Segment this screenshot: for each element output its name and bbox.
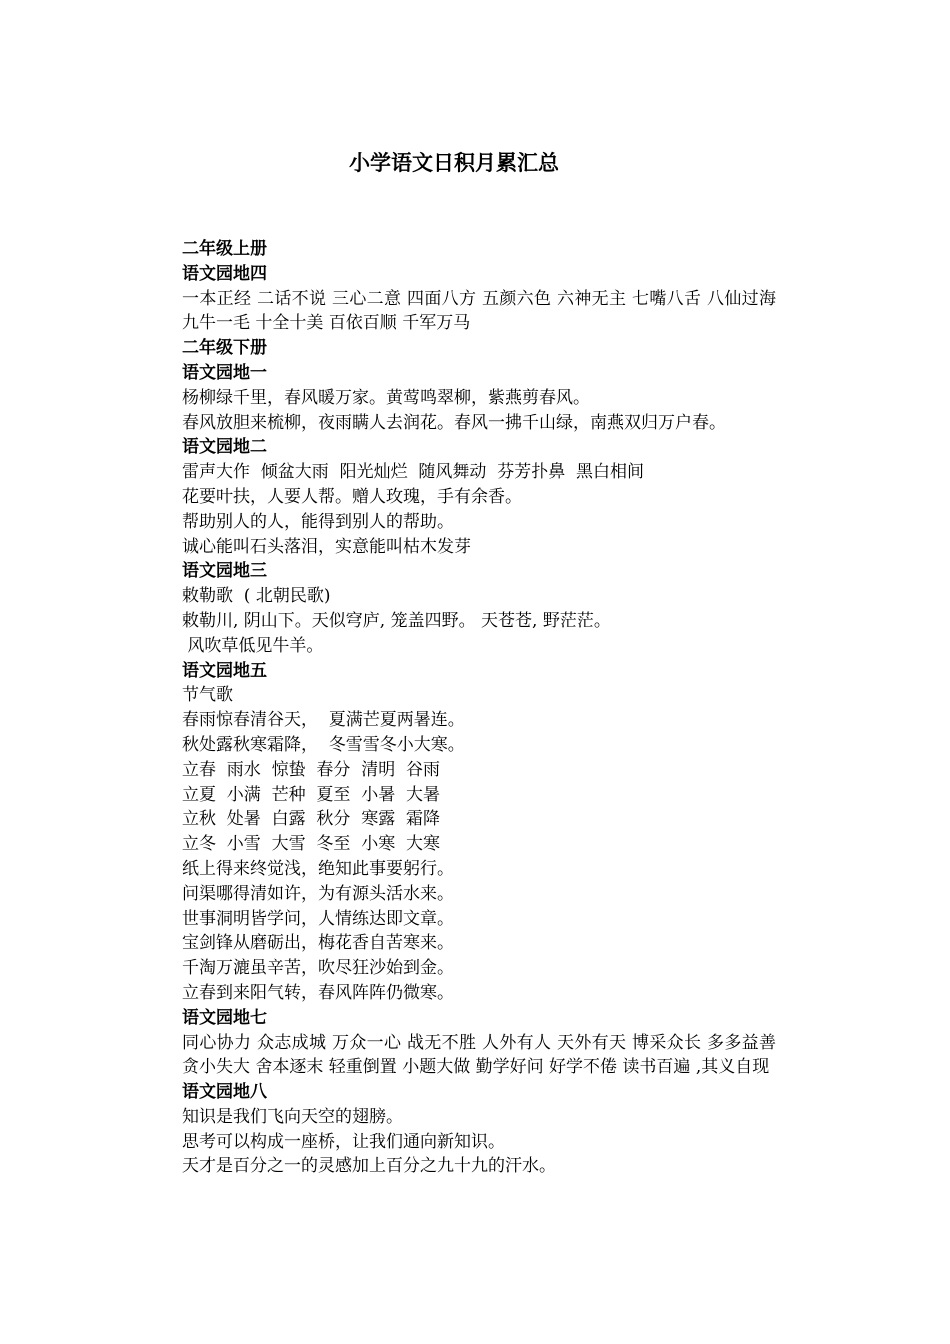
text-line: 节气歌 — [182, 685, 233, 706]
section-heading: 语文园地三 — [182, 561, 267, 582]
idiom-paragraph: 同心协力 众志成城 万众一心 战无不胜 人外有人 天外有天 博采众长 多多益善 贪小失大 舍本逐末 轻重倒置 小题大做 勤学好问 好学不倦 读书百遍 ,其义自现 — [182, 1032, 776, 1078]
text-line: 立春 雨水 惊蛰 春分 清明 谷雨 — [182, 759, 441, 780]
text-line: 雷声大作 倾盆大雨 阳光灿烂 随风舞动 芬芳扑鼻 黑白相间 — [182, 462, 645, 483]
document-body — [182, 237, 776, 1179]
text-line: 春风放胆来梳柳，夜雨瞒人去润花。春风一拂千山绿，南燕双归万户春。 — [182, 412, 726, 433]
section-heading: 二年级下册 — [182, 338, 267, 359]
idiom-paragraph: 一本正经 二话不说 三心二意 四面八方 五颜六色 六神无主 七嘴八舌 八仙过海 九牛一毛 十全十美 百依百顺 千军万马 — [182, 288, 776, 334]
text-line: 杨柳绿千里，春风暖万家。黄莺鸣翠柳，紫燕剪春风。 — [182, 387, 590, 408]
section-heading: 语文园地五 — [182, 660, 267, 681]
text-line: 花要叶扶，人要人帮。赠人玫瑰，手有余香。 — [182, 486, 522, 507]
text-line: 春雨惊春清谷天， 夏满芒夏两暑连。 — [182, 710, 465, 731]
section-heading: 二年级上册 — [182, 239, 267, 259]
text-line: 立冬 小雪 大雪 冬至 小寒 大寒 — [182, 834, 441, 855]
text-line: 敕勒歌 ( 北朝民歌) — [182, 586, 331, 607]
text-line: 敕勒川, 阴山下。天似穹庐, 笼盖四野。 天苍苍, 野茫茫。 — [182, 610, 611, 631]
text-line: 纸上得来终觉浅，绝知此事要躬行。 — [182, 858, 454, 879]
text-line: 世事洞明皆学问，人情练达即文章。 — [182, 908, 454, 929]
text-line: 帮助别人的人，能得到别人的帮助。 — [182, 511, 454, 532]
text-line: 思考可以构成一座桥，让我们通向新知识。 — [182, 1131, 505, 1152]
section-heading: 语文园地八 — [182, 1082, 267, 1103]
text-line: 立夏 小满 芒种 夏至 小暑 大暑 — [182, 784, 441, 805]
text-line: 立春到来阳气转，春风阵阵仍微寒。 — [182, 982, 454, 1003]
text-line: 诚心能叫石头落泪，实意能叫枯木发芽 — [182, 536, 471, 557]
text-line: 立秋 处暑 白露 秋分 寒露 霜降 — [182, 809, 441, 830]
text-line: 秋处露秋寒霜降， 冬雪雪冬小大寒。 — [182, 734, 465, 755]
section-heading: 语文园地七 — [182, 1007, 267, 1028]
section-heading: 语文园地四 — [182, 263, 267, 284]
text-line: 宝剑锋从磨砺出，梅花香自苦寒来。 — [182, 933, 454, 954]
text-line: 知识是我们飞向天空的翅膀。 — [182, 1106, 403, 1127]
text-line: 天才是百分之一的灵感加上百分之九十九的汗水。 — [182, 1156, 556, 1177]
text-line: 千淘万漉虽辛苦，吹尽狂沙始到金。 — [182, 958, 454, 979]
section-heading: 语文园地二 — [182, 437, 267, 458]
document-title: 小学语文日积月累汇总 — [349, 150, 559, 175]
text-line: 问渠哪得清如许，为有源头活水来。 — [182, 883, 454, 904]
text-line: 风吹草低见牛羊。 — [182, 635, 324, 656]
section-heading: 语文园地一 — [182, 362, 267, 383]
